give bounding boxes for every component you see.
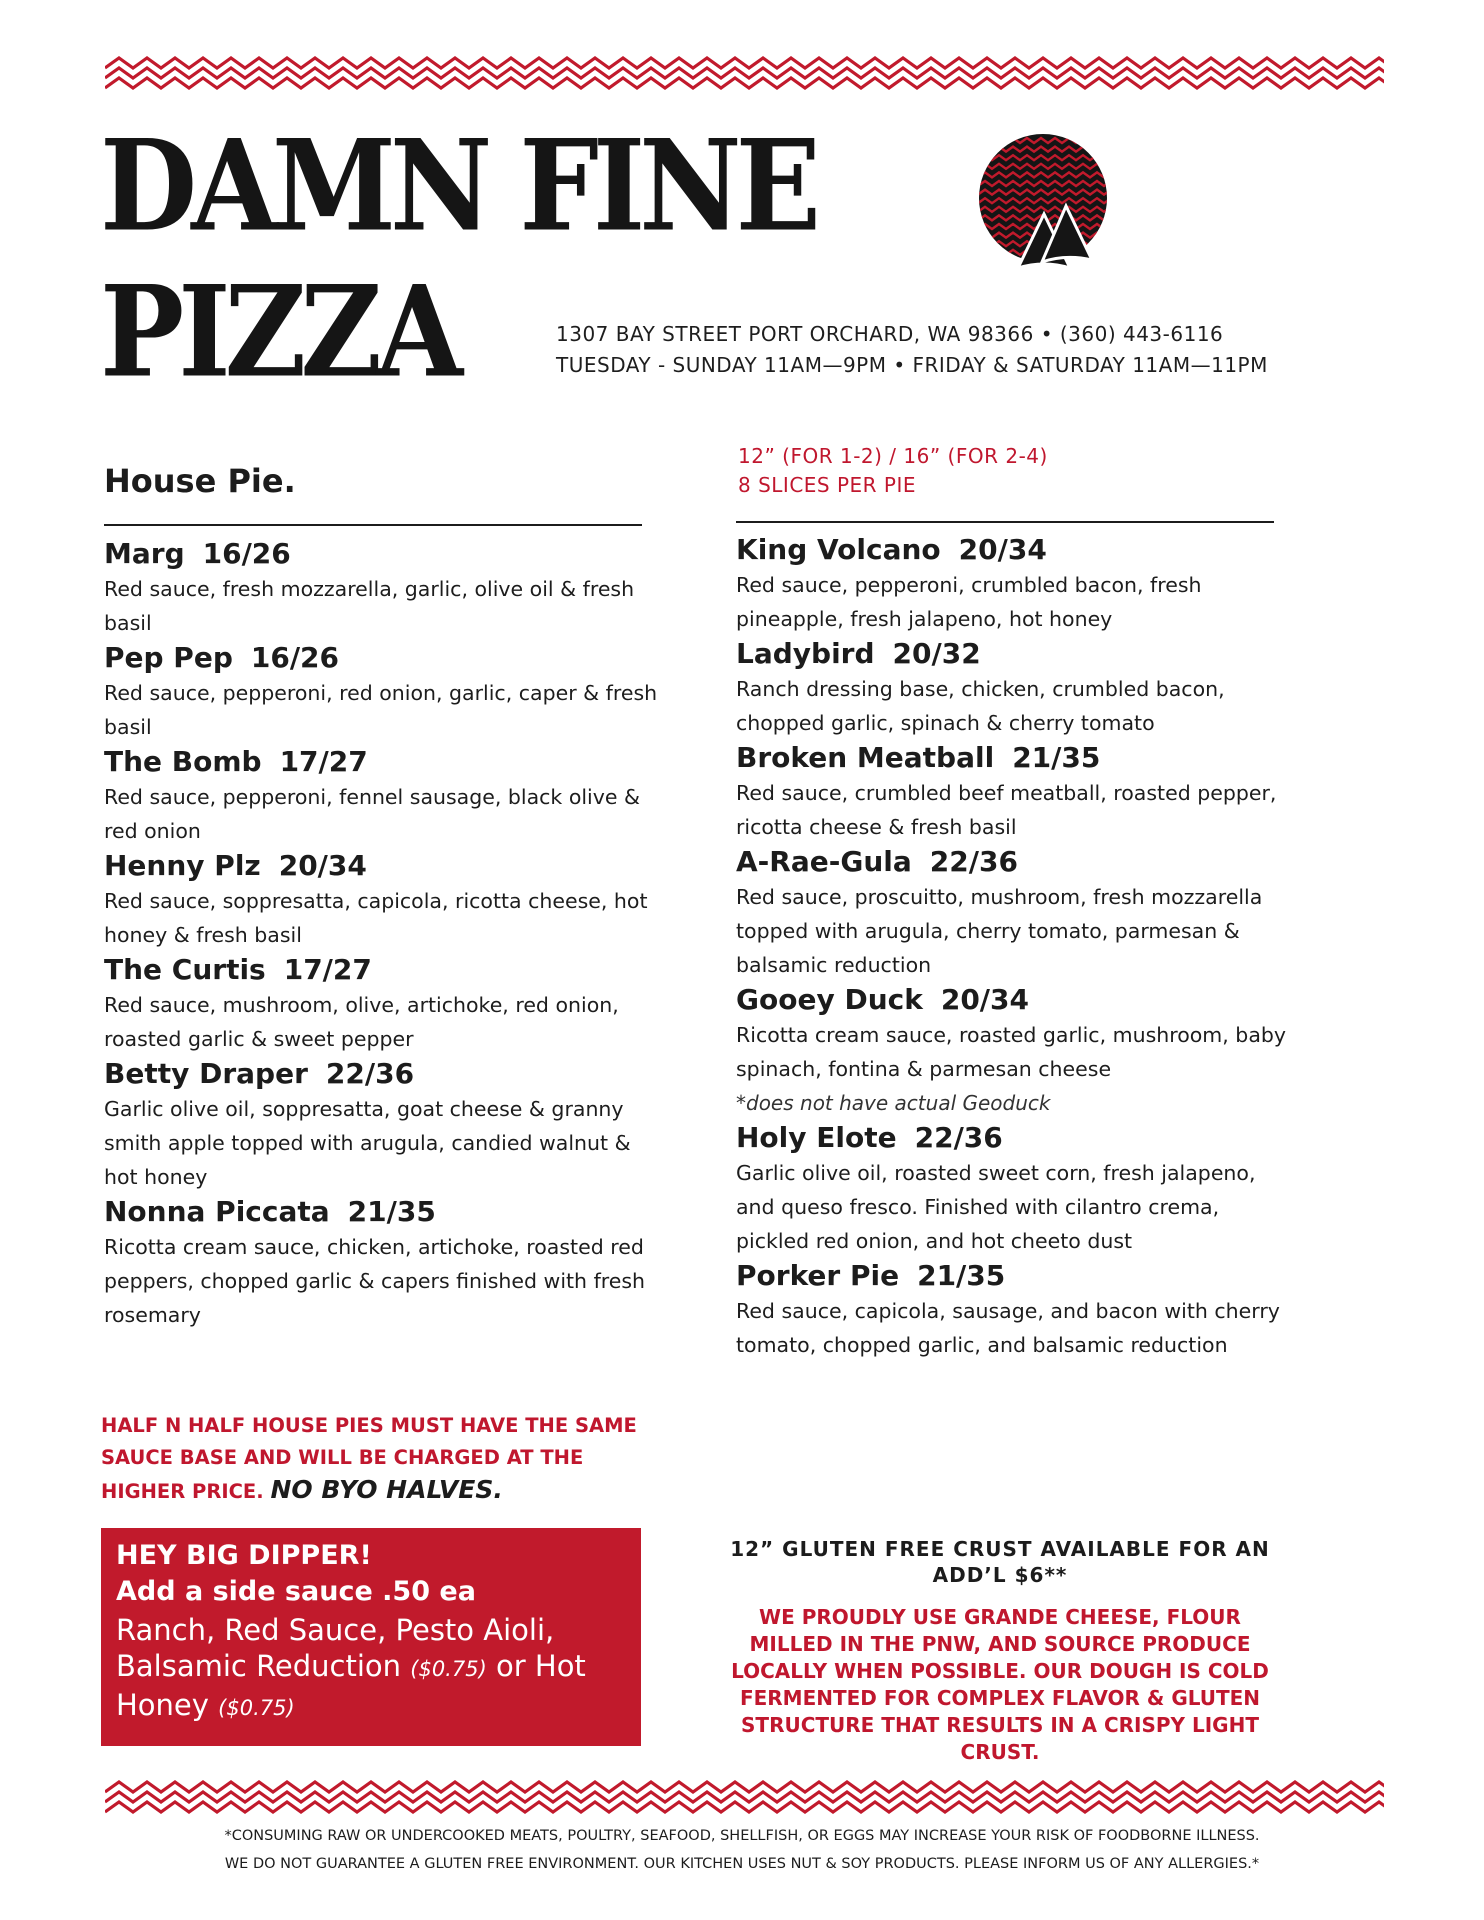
menu-item-note: *does not have actual Geoduck bbox=[736, 1091, 1051, 1115]
menu-item-price: 21/35 bbox=[347, 1195, 436, 1228]
menu-item-name: Broken Meatball bbox=[736, 741, 995, 774]
menu-item-price: 17/27 bbox=[283, 953, 372, 986]
zigzag-lines bbox=[105, 1782, 1384, 1812]
menu-item-description: Red sauce, proscuitto, mushroom, fresh mozzarella topped with arugula, cherry tomato, parmesan & balsamic reduction bbox=[736, 885, 1263, 977]
menu-item-heading bbox=[736, 844, 1296, 880]
menu-item-price: 16/26 bbox=[202, 537, 291, 570]
menu-item-name: Ladybird bbox=[736, 637, 875, 670]
footer-allergy-warning: WE DO NOT GUARANTEE A GLUTEN FREE ENVIRONMENT. OUR KITCHEN USES NUT & SOY PRODUCTS. PLEASE INFORM US OF ANY ALLERGIES.* bbox=[224, 1856, 1260, 1872]
menu-item-name: The Curtis bbox=[104, 953, 266, 986]
menu-item-heading bbox=[104, 848, 664, 884]
menu-item bbox=[104, 536, 664, 640]
menu-item-heading bbox=[736, 1258, 1296, 1294]
menu-item-price: 17/27 bbox=[279, 745, 368, 778]
menu-item-name: Henny Plz bbox=[104, 849, 261, 882]
menu-item-name: A-Rae-Gula bbox=[736, 845, 912, 878]
restaurant-name-line2: PIZZA bbox=[100, 258, 458, 406]
zigzag-border-top bbox=[105, 52, 1384, 96]
menu-item-name: Holy Elote bbox=[736, 1121, 897, 1154]
menu-item-heading bbox=[736, 1120, 1296, 1156]
menu-item bbox=[736, 532, 1296, 636]
menu-item-name: Gooey Duck bbox=[736, 983, 923, 1016]
menu-item-name: The Bomb bbox=[104, 745, 262, 778]
dipper-subheading: Add a side sauce .50 ea bbox=[116, 1576, 476, 1607]
menu-item-heading bbox=[104, 952, 664, 988]
menu-item-heading bbox=[736, 982, 1296, 1018]
address: 1307 BAY STREET PORT ORCHARD, WA 98366 • (360) 443-6116 bbox=[556, 322, 1224, 346]
menu-item-price: 20/34 bbox=[278, 849, 367, 882]
menu-item bbox=[104, 640, 664, 744]
menu-item bbox=[736, 636, 1296, 740]
menu-item-price: 16/26 bbox=[250, 641, 340, 674]
menu-item-description: Garlic olive oil, soppresatta, goat cheese & granny smith apple topped with arugula, candied walnut & hot honey bbox=[104, 1097, 631, 1189]
half-half-warning bbox=[101, 1410, 661, 1508]
sauce-options bbox=[116, 1612, 636, 1726]
size-note-slices: 8 SLICES PER PIE bbox=[738, 473, 917, 497]
menu-item bbox=[104, 1194, 664, 1332]
menu-item-description: Red sauce, pepperoni, red onion, garlic, caper & fresh basil bbox=[104, 681, 658, 739]
menu-item-heading bbox=[736, 532, 1296, 568]
section-title: House Pie. bbox=[104, 462, 296, 500]
menu-item-heading bbox=[104, 536, 664, 572]
menu-item-heading bbox=[104, 1056, 664, 1092]
menu-item-heading bbox=[104, 744, 664, 780]
menu-item bbox=[104, 1056, 664, 1194]
menu-item-name: Pep Pep bbox=[104, 641, 233, 674]
menu-item-price: 22/36 bbox=[325, 1057, 415, 1090]
menu-item bbox=[736, 740, 1296, 844]
divider-left bbox=[104, 524, 642, 526]
menu-item-description: Red sauce, mushroom, olive, artichoke, red onion, roasted garlic & sweet pepper bbox=[104, 993, 619, 1051]
no-byo-halves: NO BYO HALVES. bbox=[270, 1475, 503, 1504]
menu-item-description: Red sauce, capicola, sausage, and bacon with cherry tomato, chopped garlic, and balsamic reduction bbox=[736, 1299, 1280, 1357]
menu-item-description: Red sauce, fresh mozzarella, garlic, olive oil & fresh basil bbox=[104, 577, 635, 635]
menu-item-name: Betty Draper bbox=[104, 1057, 308, 1090]
sauce-options-b: or Hot Honey bbox=[116, 1649, 586, 1722]
zigzag-border-bottom bbox=[105, 1776, 1384, 1820]
menu-item-price: 21/35 bbox=[917, 1259, 1006, 1292]
menu-item bbox=[104, 952, 664, 1056]
menu-item bbox=[736, 844, 1296, 982]
menu-item-price: 20/34 bbox=[958, 533, 1047, 566]
menu-column-right bbox=[736, 532, 1296, 1362]
menu-item-heading bbox=[104, 640, 664, 676]
menu-item-price: 20/32 bbox=[892, 637, 981, 670]
menu-item bbox=[736, 1120, 1296, 1258]
hours: TUESDAY - SUNDAY 11AM—9PM • FRIDAY & SATURDAY 11AM—11PM bbox=[556, 353, 1268, 377]
menu-item-description: Garlic olive oil, roasted sweet corn, fresh jalapeno, and queso fresco. Finished with cilantro crema, pickled red onion, and hot cheeto dust bbox=[736, 1161, 1256, 1253]
sauce-price-a: ($0.75) bbox=[410, 1657, 487, 1681]
menu-item bbox=[736, 1258, 1296, 1362]
sourcing-note: WE PROUDLY USE GRANDE CHEESE, FLOUR MILLED IN THE PNW, AND SOURCE PRODUCE LOCALLY WHEN POSSIBLE. OUR DOUGH IS COLD FERMENTED FOR COMPLEX FLAVOR & GLUTEN STRUCTURE THAT RESULTS IN A CRISPY LIGHT CRUST. bbox=[731, 1605, 1269, 1764]
menu-item-description: Red sauce, soppresatta, capicola, ricotta cheese, hot honey & fresh basil bbox=[104, 889, 648, 947]
menu-column-left bbox=[104, 536, 664, 1332]
menu-item-heading bbox=[736, 740, 1296, 776]
menu-item-price: 21/35 bbox=[1012, 741, 1101, 774]
menu-item-description: Red sauce, crumbled beef meatball, roasted pepper, ricotta cheese & fresh basil bbox=[736, 781, 1277, 839]
menu-item-price: 22/36 bbox=[929, 845, 1018, 878]
sauce-options-a: Ranch, Red Sauce, Pesto Aioli, Balsamic Reduction bbox=[116, 1613, 555, 1683]
menu-item bbox=[104, 744, 664, 848]
menu-item-price: 22/36 bbox=[914, 1121, 1003, 1154]
menu-item-name: Marg bbox=[104, 537, 185, 570]
sauce-price-b: ($0.75) bbox=[218, 1696, 295, 1720]
divider-right bbox=[736, 521, 1274, 523]
menu-item-heading bbox=[104, 1194, 664, 1230]
menu-item-description: Red sauce, pepperoni, crumbled bacon, fresh pineapple, fresh jalapeno, hot honey bbox=[736, 573, 1202, 631]
footer-health-warning: *CONSUMING RAW OR UNDERCOOKED MEATS, POULTRY, SEAFOOD, SHELLFISH, OR EGGS MAY INCREASE YOUR RISK OF FOODBORNE ILLNESS. bbox=[224, 1828, 1260, 1844]
menu-item-name: King Volcano bbox=[736, 533, 941, 566]
menu-item-price: 20/34 bbox=[940, 983, 1029, 1016]
half-half-text: HALF N HALF HOUSE PIES MUST HAVE THE SAME SAUCE BASE AND WILL BE CHARGED AT THE HIGHER PRICE. bbox=[101, 1414, 637, 1503]
menu-item-description: Ricotta cream sauce, roasted garlic, mushroom, baby spinach, fontina & parmesan cheese bbox=[736, 1023, 1287, 1081]
menu-item-description: Ranch dressing base, chicken, crumbled bacon, chopped garlic, spinach & cherry tomato bbox=[736, 677, 1225, 735]
menu-item bbox=[104, 848, 664, 952]
restaurant-name-line1: DAMN FINE bbox=[100, 112, 816, 260]
menu-item-description: Ricotta cream sauce, chicken, artichoke, roasted red peppers, chopped garlic & capers finished with fresh rosemary bbox=[104, 1235, 646, 1327]
size-note-sizes: 12” (FOR 1-2) / 16” (FOR 2-4) bbox=[738, 444, 1048, 468]
side-sauce-box bbox=[101, 1528, 641, 1746]
menu-item-name: Nonna Piccata bbox=[104, 1195, 330, 1228]
menu-item-description: Red sauce, pepperoni, fennel sausage, black olive & red onion bbox=[104, 785, 641, 843]
menu-item bbox=[736, 982, 1296, 1120]
gluten-free-note: 12” GLUTEN FREE CRUST AVAILABLE FOR AN ADD’L $6** bbox=[730, 1537, 1270, 1587]
menu-item-heading bbox=[736, 636, 1296, 672]
dipper-heading: HEY BIG DIPPER! bbox=[116, 1540, 372, 1571]
zigzag-lines bbox=[105, 58, 1384, 88]
menu-item-name: Porker Pie bbox=[736, 1259, 900, 1292]
pizza-logo-icon bbox=[978, 132, 1108, 272]
